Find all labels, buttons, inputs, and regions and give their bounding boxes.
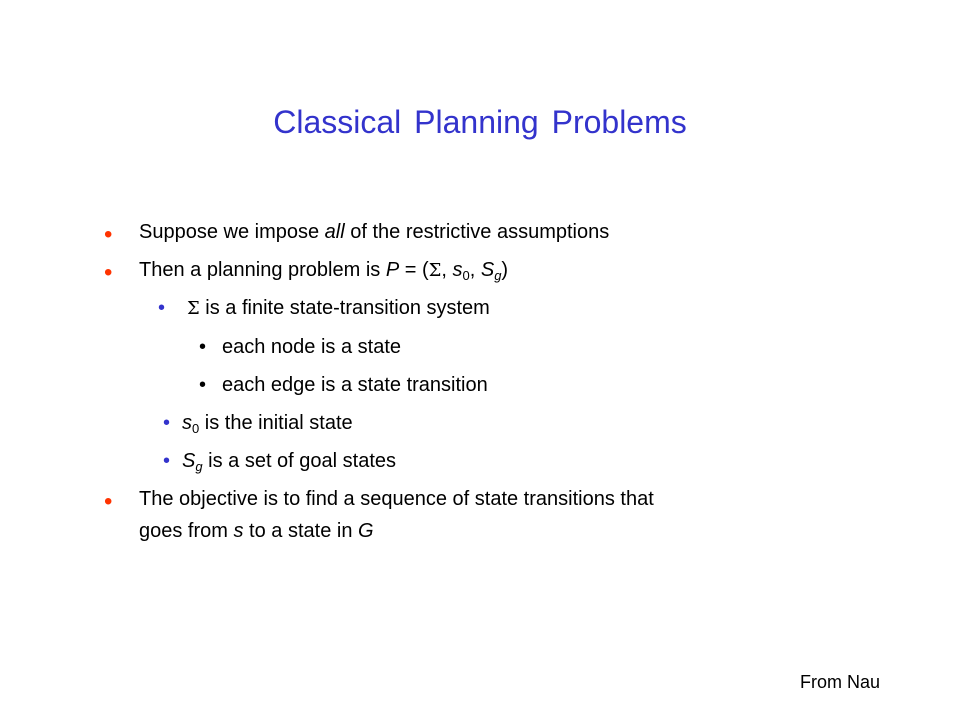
math-subscript: 0 [192,421,200,436]
bullet-sigma-system [187,296,490,321]
bullet-text: is a finite state-transition system [199,297,490,319]
math-subscript: 0 [462,268,470,283]
bullet-text: goes from [139,520,234,542]
bullet-objective-line1 [139,487,654,511]
bullet-edge-transition [222,373,488,397]
bullet-marker: • [199,336,207,358]
bullet-node-state [222,335,401,359]
bullet-marker: • [199,374,207,396]
math-S: S [182,450,196,472]
bullet-marker: • [163,412,171,434]
bullet-text: to a state in [243,520,358,542]
bullet-text: Then a planning problem is [139,259,386,281]
bullet-marker: • [104,259,113,286]
math-s: s [233,520,244,542]
math-G: G [358,520,374,542]
bullet-goal-states [182,449,396,473]
bullet-text: Suppose we impose [139,221,325,243]
bullet-text: of the restrictive assumptions [344,221,610,243]
bullet-initial-state [182,411,353,435]
math-sigma: Σ [428,260,442,281]
bullet-text: is the initial state [199,412,353,434]
footer-credit: From Nau [800,672,881,692]
bullet-text: each edge is a state transition [222,374,488,396]
math-s: s [452,259,463,281]
bullet-text: each node is a state [222,336,402,358]
bullet-suppose [139,220,609,244]
math-subscript: g [195,459,203,474]
bullet-text: ) [501,259,509,281]
bullet-marker: • [158,297,166,319]
bullet-planning-problem [139,258,508,283]
bullet-marker: • [104,221,113,248]
bullet-marker: • [163,450,171,472]
bullet-text: is a set of goal states [202,450,397,472]
math-p: P [385,259,400,281]
bullet-objective-line2 [139,519,374,543]
bullet-marker: • [104,488,113,515]
bullet-text: , [469,259,481,281]
bullet-text: , [441,259,453,281]
math-s: s [182,412,192,434]
bullet-emphasis: all [324,221,345,243]
math-sigma: Σ [187,298,200,319]
math-S: S [480,259,495,281]
slide-title: Classical Planning Problems [273,104,687,140]
math-subscript: g [494,268,502,283]
bullet-text: The objective is to find a sequence of state transitions that [139,488,654,510]
bullet-text: = ( [399,259,429,281]
